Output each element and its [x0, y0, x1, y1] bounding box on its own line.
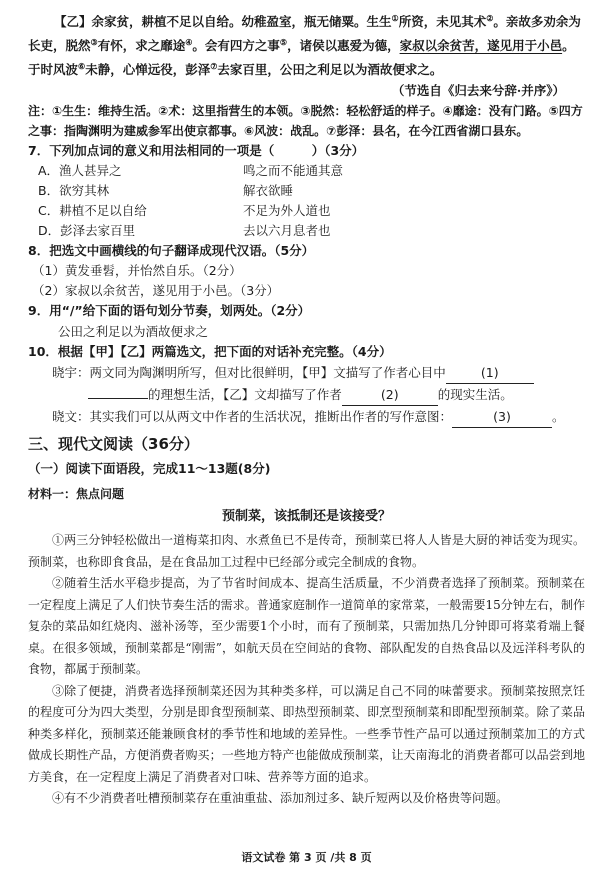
answer-blank-3[interactable]: (3) — [452, 406, 552, 428]
option-b: B．欲穷其林 解衣欲睡 — [38, 183, 294, 199]
option-d: D．彭泽去家百里 去以六月息者也 — [38, 223, 331, 239]
article-paragraph-3: ③除了便捷，消费者选择预制菜还因为其种类多样，可以满足自己不同的味蕾要求。预制菜按照烹饪的程度可分为四大类型，分别是即食型预制菜、即热型预制菜、即烹型预制菜和即配型预制菜。除了菜品种类多样化，预制菜还能兼顾食材的季节性和地域的差异性。一些季节性产品可以通过预制菜加工的方式做成长期性产品，方便消费者购买；一些地方特产也能做成预制菜，让天南海北的消费者都可以品尝到地方美食，在一定程度上满足了消费者对口味、营养等方面的追求。 — [28, 683, 585, 784]
section-subheading: （一）阅读下面语段，完成11～13题(8分) — [28, 461, 271, 477]
annotations: 注：①生生：维持生活。②术：这里指营生的本领。③脱然：轻松舒适的样子。④靡途：没有门路。⑤四方之事：指陶渊明为建威参军出使京都事。⑥风波：战乱。⑦彭泽：县名，在今江西省湖口县东。 — [28, 104, 583, 139]
option-a: A．渔人甚异之 鸣之而不能通其意 — [38, 163, 344, 179]
answer-blank-1[interactable]: (1) — [446, 362, 534, 384]
answer-blank-2[interactable]: (2) — [342, 384, 438, 406]
option-c: C．耕植不足以自给 不足为外人道也 — [38, 203, 331, 219]
question-10-stem: 10．根据【甲】【乙】两篇选文，把下面的对话补充完整。（4分） — [28, 344, 392, 360]
question-9-sentence: 公田之利足以为酒故便求之 — [58, 324, 209, 340]
dialogue-line-2: 的理想生活，【乙】文却描写了作者 (2) 的现实生活。 — [28, 384, 585, 406]
article-paragraph-2: ②随着生活水平稳步提高，为了节省时间成本、提高生活质量，不少消费者选择了预制菜。预制菜在一定程度上满足了人们快节奏生活的需求。普通家庭制作一道简单的家常菜，一般需要15分钟左右，制作复杂的菜品如红烧肉、滋补汤等，至少需要1个小时，而有了预制菜，只需加热几分钟即可将菜肴端上餐桌。在很多领域，预制菜都是“刚需”，如航天员在空间站的食物、部队配发的自热食品以及远洋科考队的食物，都属于预制菜。 — [28, 576, 585, 677]
section-heading: 三、现代文阅读（36分） — [28, 435, 199, 454]
page-footer: 语文试卷 第 3 页 /共 8 页 — [241, 851, 372, 864]
underlined-sentence: 家叔以余贫苦，遂见用于小邑 — [399, 38, 563, 54]
article-paragraph-1: ①两三分钟轻松做出一道梅菜扣肉、水煮鱼已不是传奇，预制菜已将人人皆是大厨的神话变为现实。预制菜，也称即食食品，是在食品加工过程中已经部分或完全制成的食物。 — [28, 533, 585, 569]
question-8-item-1: （1）黄发垂髫，并怡然自乐。（2分） — [32, 263, 242, 279]
passage-source: （节选自《归去来兮辞·并序》） — [391, 83, 565, 99]
dialogue-line-3: 晓文：其实我们可以从两文中作者的生活状况，推断出作者的写作意图： (3) 。 — [28, 406, 585, 428]
dialogue-line-1: 晓宇：两文同为陶渊明所写，但对比很鲜明，【甲】文描写了作者心目中 (1) — [28, 362, 585, 384]
classical-passage-yi: 【乙】余家贫，耕植不足以自给。幼稚盈室，瓶无储粟。生生①所资，未见其术②。亲故多劝余为长吏，脱然③有怀，求之靡途④。会有四方之事⑤，诸侯以惠爱为德，家叔以余贫苦，遂见用于小邑。于时风波⑥未静，心惮远役，彭泽⑦去家百里，公田之利足以为酒故便求之。 — [28, 13, 581, 78]
article-paragraph-4: ④有不少消费者吐槽预制菜存在重油重盐、添加剂过多、缺斤短两以及价格贵等问题。 — [52, 791, 509, 806]
answer-blank-1-cont[interactable] — [88, 398, 148, 399]
question-9-stem: 9．用“/”给下面的语句划分节奏，划两处。（2分） — [28, 303, 311, 319]
question-7-stem: 7．下列加点词的意义和用法相同的一项是（ ）（3分） — [28, 143, 365, 159]
material-label: 材料一：焦点问题 — [28, 487, 125, 502]
question-8-stem: 8．把选文中画横线的句子翻译成现代汉语。（5分） — [28, 243, 315, 259]
article-title: 预制菜，该抵制还是该接受？ — [221, 509, 391, 525]
question-8-item-2: （2）家叔以余贫苦，遂见用于小邑。（3分） — [32, 283, 280, 299]
question-7-options — [28, 161, 585, 241]
